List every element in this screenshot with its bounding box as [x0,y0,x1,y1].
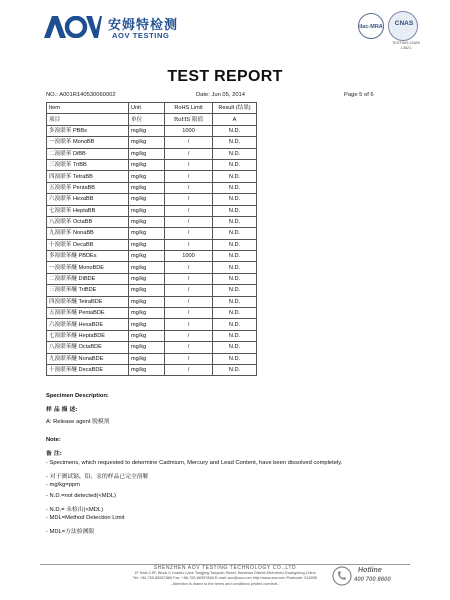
hotline-label: Hotline [358,567,382,574]
unit-cell: mg/kg [129,216,165,227]
item-name-cn: 二溴联苯醚 [49,276,77,283]
result-cell: N.D. [213,364,257,375]
item-name-cn: 八溴联苯 [49,219,72,226]
note-heading-cn: 备 注: [46,451,62,457]
item-cell [47,308,129,319]
item-name-en: HexaBDE [78,321,104,328]
header-item-cn: 项目 [47,114,129,125]
item-name-cn: 三溴联苯 [49,162,72,169]
footer-contact: Tel: +86-755-86557866 Fax: +86-755-86557868 E-mail: aov@aov.com http://www.aov.com Postcode: 518055 [132,576,318,581]
item-cell [47,137,129,148]
report-number: NO.: A001R140530060002 [46,92,116,98]
table-row [47,330,257,341]
item-name-en: PBBs [72,127,87,134]
note-line: - 对于测试镉、铅、汞的样品已完全溶解 [46,474,149,480]
table-row [47,342,257,353]
specimen-heading-cn: 样 品 描 述: [46,407,78,413]
item-cell [47,194,129,205]
table-row [47,262,257,273]
result-cell: N.D. [213,159,257,170]
item-cell [47,364,129,375]
item-name-en: DiBB [72,150,86,157]
result-cell: N.D. [213,330,257,341]
limit-cell: / [165,296,213,307]
item-name-cn: 多溴联苯醚 [49,253,77,260]
company-name-cn: 安姆特检测 [108,17,179,32]
result-cell: N.D. [213,194,257,205]
item-name-en: PBDEs [78,253,97,260]
header-unit-cn: 单位 [129,114,165,125]
item-name-en: DecaBB [72,241,94,248]
table-row [47,216,257,227]
limit-cell: / [165,228,213,239]
table-row [47,194,257,205]
table-row [47,308,257,319]
item-cell [47,216,129,227]
item-cell [47,319,129,330]
result-cell: N.D. [213,216,257,227]
limit-cell: / [165,239,213,250]
item-name-cn: 三溴联苯醚 [49,287,77,294]
limit-cell: / [165,137,213,148]
limit-cell: 1000 [165,251,213,262]
unit-cell: mg/kg [129,319,165,330]
unit-cell: mg/kg [129,137,165,148]
limit-cell: / [165,273,213,284]
limit-cell: / [165,353,213,364]
limit-cell: 1000 [165,125,213,136]
item-cell [47,159,129,170]
aov-logo-icon [44,16,102,38]
item-cell [47,262,129,273]
table-row [47,353,257,364]
company-name-en: AOV TESTING [112,31,170,40]
item-cell [47,330,129,341]
result-cell: N.D. [213,205,257,216]
item-name-cn: 五溴联苯 [49,184,72,191]
header-result: Result (结果) [213,103,257,114]
unit-cell: mg/kg [129,194,165,205]
page-title: TEST REPORT [167,68,283,85]
item-cell [47,171,129,182]
unit-cell: mg/kg [129,148,165,159]
result-cell: N.D. [213,296,257,307]
unit-cell: mg/kg [129,251,165,262]
item-name-cn: 十溴联苯 [49,241,72,248]
footer-notice: - Attention is drawn to the terms and conditions printed overleaf - [170,581,280,586]
item-name-en: HeptaBB [72,207,96,214]
item-name-cn: 八溴联苯醚 [49,344,77,351]
item-cell [47,182,129,193]
unit-cell: mg/kg [129,342,165,353]
item-name-cn: 七溴联苯醚 [49,333,77,339]
unit-cell: mg/kg [129,239,165,250]
item-name-cn: 一溴联苯醚 [49,264,77,271]
footer [90,566,360,587]
item-name-en: DecaBDE [78,367,104,374]
unit-cell: mg/kg [129,262,165,273]
item-name-cn: 一溴联苯 [49,139,72,146]
note-line: - MDL=Method Detection Limit [46,515,125,521]
unit-cell: mg/kg [129,228,165,239]
phone-icon [332,566,352,586]
item-name-en: OctaBDE [78,344,102,351]
item-name-en: HexaBB [72,196,94,203]
result-cell: N.D. [213,239,257,250]
item-cell [47,228,129,239]
result-cell: N.D. [213,285,257,296]
note-line: - N.D.=not detected(<MDL) [46,493,116,499]
result-cell: N.D. [213,171,257,182]
item-cell [47,353,129,364]
table-row [47,137,257,148]
item-cell [47,239,129,250]
item-cell [47,251,129,262]
report-date: Date: Jun 05, 2014 [196,92,245,98]
item-name-en: PentaBDE [78,310,105,317]
result-cell: N.D. [213,228,257,239]
result-cell: N.D. [213,262,257,273]
note-line: - mg/kg=ppm [46,482,80,488]
item-name-en: NonaBB [72,230,94,237]
item-name-en: DiBDE [78,276,96,283]
footer-company-name: SHENZHEN AOV TESTING TECHNOLOGY CO.,LTD [153,565,297,571]
item-name-cn: 四溴联苯醚 [49,298,77,305]
table-header-row-cn [47,114,257,125]
item-cell [47,296,129,307]
item-name-cn: 五溴联苯醚 [49,310,77,317]
result-cell: N.D. [213,342,257,353]
item-name-cn: 七溴联苯 [49,207,72,214]
table-row [47,125,257,136]
hotline-number: 400 700 8600 [354,577,391,583]
limit-cell: / [165,171,213,182]
item-name-en: TriBB [72,162,87,169]
unit-cell: mg/kg [129,330,165,341]
header-limit-cn: RoHS 限值 [165,114,213,125]
item-cell [47,205,129,216]
result-cell: N.D. [213,353,257,364]
footer-address: 1F East,2-5F, Block 5,Yuanbu Lane Tangjing,Taoyuan Street, Nanshan District,Shenzhen,Guangdong,China [134,571,316,576]
note-line: - MDL=方法检测限 [46,529,95,535]
table-row [47,182,257,193]
limit-cell: / [165,262,213,273]
specimen-description: A: Release agent 脱模剂 [46,419,110,425]
note-heading: Note: [46,437,61,443]
header-sample-id: A [213,114,257,125]
result-cell: N.D. [213,137,257,148]
item-name-cn: 九溴联苯醚 [49,355,77,362]
cnas-badge-subtitle: TESTING CNAS L3621 [391,41,421,50]
limit-cell: / [165,182,213,193]
cnas-badge [388,11,418,41]
table-row [47,159,257,170]
table-row [47,273,257,284]
item-name-cn: 四溴联苯 [49,173,72,180]
result-cell: N.D. [213,148,257,159]
unit-cell: mg/kg [129,296,165,307]
header-limit: RoHS Limit [165,103,213,114]
unit-cell: mg/kg [129,364,165,375]
table-row [47,228,257,239]
result-cell: N.D. [213,182,257,193]
item-name-cn: 六溴联苯醚 [49,321,77,328]
unit-cell: mg/kg [129,353,165,364]
result-cell: N.D. [213,308,257,319]
table-row [47,285,257,296]
limit-cell: / [165,148,213,159]
unit-cell: mg/kg [129,308,165,319]
result-cell: N.D. [213,273,257,284]
limit-cell: / [165,216,213,227]
unit-cell: mg/kg [129,159,165,170]
limit-cell: / [165,159,213,170]
note-line: - Specimens, which requested to determine Cadmium, Mercury and Lead Content, have been dissolved completely. [46,460,343,466]
item-name-en: PentaBB [72,184,96,191]
item-cell [47,125,129,136]
table-row [47,364,257,375]
result-cell: N.D. [213,125,257,136]
limit-cell: / [165,308,213,319]
item-name-en: TriBDE [78,287,97,294]
result-cell: N.D. [213,319,257,330]
unit-cell: mg/kg [129,285,165,296]
item-cell [47,148,129,159]
item-name-en: TetraBDE [78,298,103,305]
item-name-cn: 二溴联苯 [49,150,72,157]
limit-cell: / [165,319,213,330]
item-name-cn: 六溴联苯 [49,196,72,203]
result-cell: N.D. [213,251,257,262]
specimen-heading: Specimen Description: [46,393,109,399]
table-row [47,171,257,182]
limit-cell: / [165,205,213,216]
table-header-row [47,103,257,114]
note-line: - N.D.= 未检出(<MDL) [46,507,104,513]
item-name-en: TetraBB [72,173,93,180]
page-number: Page 5 of 6 [344,92,374,98]
item-cell [47,342,129,353]
results-table-body [47,103,257,376]
table-row [47,319,257,330]
unit-cell: mg/kg [129,205,165,216]
limit-cell: / [165,342,213,353]
limit-cell: / [165,364,213,375]
item-cell [47,285,129,296]
results-table [46,102,257,376]
header-item: Item [47,103,129,114]
unit-cell: mg/kg [129,171,165,182]
unit-cell: mg/kg [129,273,165,284]
unit-cell: mg/kg [129,125,165,136]
item-name-en: MonoBB [72,139,95,146]
item-name-en: MonoBDE [78,264,105,271]
item-name-en: NonaBDE [78,355,104,362]
table-row [47,205,257,216]
ilac-mra-badge: ilac-MRA [358,13,384,39]
item-name-en: OctaBB [72,219,93,226]
item-name-cn: 十溴联苯醚 [49,367,77,374]
table-row [47,296,257,307]
unit-cell: mg/kg [129,182,165,193]
table-row [47,251,257,262]
table-row [47,148,257,159]
limit-cell: / [165,330,213,341]
item-name-en: HeptaBDE [78,333,105,339]
item-name-cn: 九溴联苯 [49,230,72,237]
header-unit: Unit [129,103,165,114]
item-name-cn: 多溴联苯 [49,127,72,134]
item-cell [47,273,129,284]
report-header [0,0,450,62]
limit-cell: / [165,285,213,296]
cnas-badge-text: CNAS [394,20,414,27]
table-row [47,239,257,250]
limit-cell: / [165,194,213,205]
